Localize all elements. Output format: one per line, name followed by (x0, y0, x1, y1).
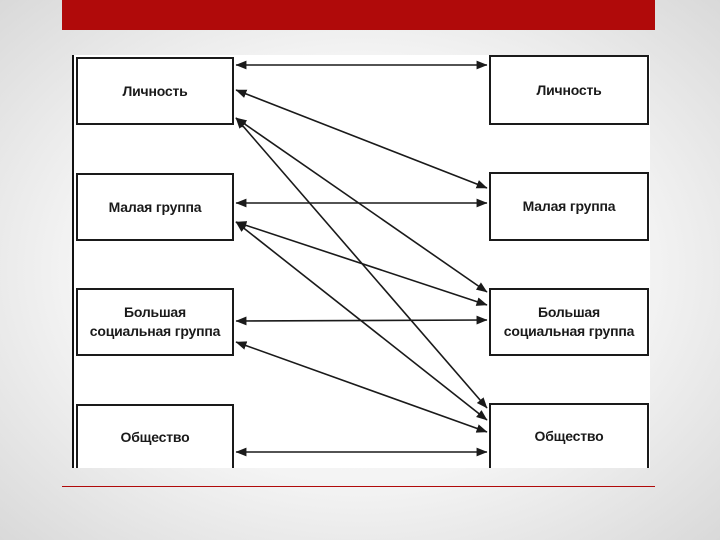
footer-rule (62, 486, 655, 487)
arrow-l2-r3 (236, 222, 487, 305)
node-left-small-group: Малая группа (76, 173, 234, 241)
node-right-large-social-group: Большая социальная группа (489, 288, 649, 356)
node-left-society: Общество (76, 404, 234, 468)
node-left-large-social-group: Большая социальная группа (76, 288, 234, 356)
arrow-l1-r3 (236, 118, 487, 292)
node-right-small-group: Малая группа (489, 172, 649, 241)
arrow-l3-r3 (236, 320, 487, 321)
node-right-society: Общество (489, 403, 649, 468)
arrow-l1-r2 (236, 90, 487, 188)
node-right-personality: Личность (489, 55, 649, 125)
arrow-l3-r4 (236, 342, 487, 432)
node-left-personality: Личность (76, 57, 234, 125)
